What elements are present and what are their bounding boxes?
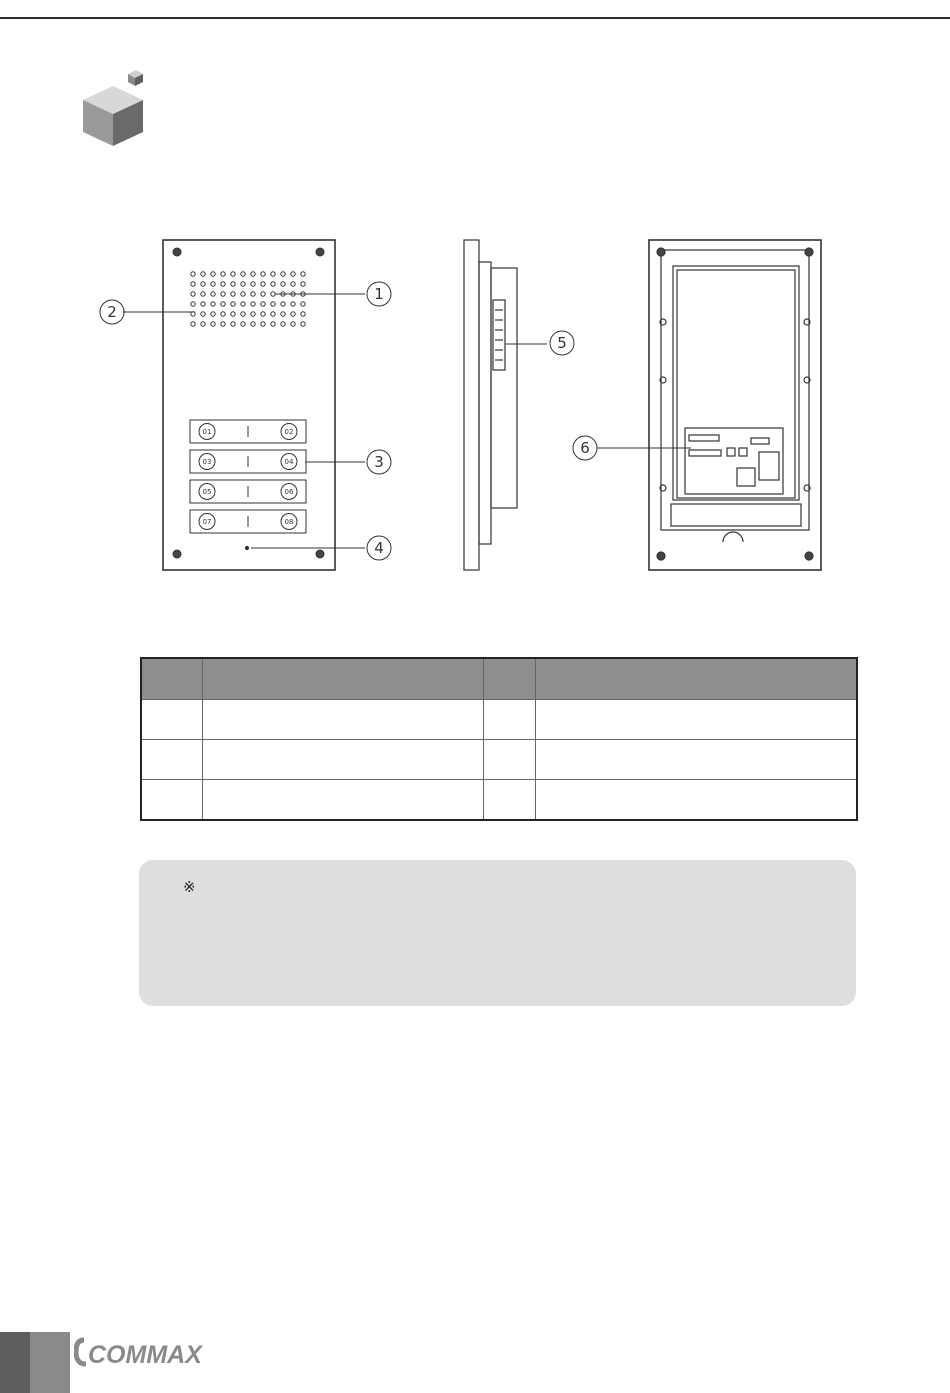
- grille-hole: [301, 322, 305, 326]
- table-header-cell: [484, 658, 536, 700]
- grille-hole: [281, 322, 285, 326]
- grille-hole: [231, 302, 235, 306]
- callout-3: 3: [374, 453, 384, 471]
- table-header-cell: [203, 658, 484, 700]
- footer-bar-accent: [30, 1332, 70, 1393]
- grille-hole: [221, 322, 225, 326]
- grille-hole: [201, 292, 205, 296]
- grille-hole: [231, 322, 235, 326]
- grille-hole: [271, 292, 275, 296]
- grille-hole: [271, 302, 275, 306]
- grille-hole: [281, 272, 285, 276]
- parts-table: [140, 657, 858, 821]
- grille-hole: [211, 272, 215, 276]
- grille-hole: [231, 282, 235, 286]
- table-row: [141, 780, 857, 821]
- grille-hole: [271, 272, 275, 276]
- grille-hole: [281, 312, 285, 316]
- grille-hole: [191, 292, 195, 296]
- grille-hole: [251, 282, 255, 286]
- note-symbol: ※: [183, 878, 196, 896]
- grille-hole: [211, 282, 215, 286]
- grille-hole: [221, 272, 225, 276]
- grille-hole: [191, 302, 195, 306]
- grille-hole: [291, 302, 295, 306]
- grille-hole: [251, 302, 255, 306]
- commax-logo: [74, 1332, 254, 1372]
- grille-hole: [261, 272, 265, 276]
- table-row: [141, 740, 857, 780]
- grille-hole: [251, 312, 255, 316]
- front-view: [163, 240, 335, 570]
- callout-2: 2: [107, 303, 117, 321]
- grille-hole: [211, 312, 215, 316]
- grille-hole: [301, 312, 305, 316]
- grille-hole: [261, 312, 265, 316]
- rear-view: [649, 240, 821, 570]
- grille-hole: [301, 282, 305, 286]
- call-button-label: 07: [202, 518, 212, 526]
- grille-hole: [251, 322, 255, 326]
- grille-hole: [271, 312, 275, 316]
- grille-hole: [221, 292, 225, 296]
- speaker-grille: [191, 272, 305, 326]
- call-button-label: 05: [202, 488, 212, 496]
- grille-hole: [291, 282, 295, 286]
- table-header-cell: [536, 658, 858, 700]
- call-button-label: 04: [284, 458, 294, 466]
- grille-hole: [211, 292, 215, 296]
- top-rule: [0, 17, 950, 19]
- grille-hole: [261, 282, 265, 286]
- grille-hole: [211, 322, 215, 326]
- grille-hole: [191, 282, 195, 286]
- call-button-label: 06: [284, 488, 294, 496]
- grille-hole: [241, 282, 245, 286]
- grille-hole: [221, 312, 225, 316]
- grille-hole: [201, 302, 205, 306]
- grille-hole: [251, 292, 255, 296]
- table-cell: [141, 740, 203, 780]
- table-header-row: [141, 658, 857, 700]
- table-cell: [484, 780, 536, 821]
- call-button-label: 01: [202, 428, 212, 436]
- grille-hole: [231, 272, 235, 276]
- callouts: [100, 282, 691, 560]
- callout-4: 4: [374, 539, 384, 557]
- grille-hole: [251, 272, 255, 276]
- table-cell: [141, 780, 203, 821]
- call-button-label: 08: [284, 518, 294, 526]
- grille-hole: [241, 312, 245, 316]
- side-view: [464, 240, 517, 570]
- grille-hole: [221, 282, 225, 286]
- grille-hole: [221, 302, 225, 306]
- grille-hole: [201, 312, 205, 316]
- grille-hole: [241, 322, 245, 326]
- grille-hole: [271, 322, 275, 326]
- table-cell: [536, 700, 858, 740]
- table-cell: [536, 780, 858, 821]
- callout-6: 6: [580, 439, 590, 457]
- table-cell: [484, 740, 536, 780]
- table-cell: [203, 740, 484, 780]
- grille-hole: [201, 322, 205, 326]
- grille-hole: [231, 292, 235, 296]
- grille-hole: [191, 322, 195, 326]
- microphone-hole: [245, 546, 248, 549]
- grille-hole: [301, 302, 305, 306]
- note-box: [139, 860, 856, 1006]
- grille-hole: [191, 272, 195, 276]
- grille-hole: [281, 282, 285, 286]
- grille-hole: [241, 292, 245, 296]
- table-row: [141, 700, 857, 740]
- grille-hole: [261, 292, 265, 296]
- grille-hole: [261, 322, 265, 326]
- grille-hole: [271, 282, 275, 286]
- call-button-label: 02: [284, 428, 294, 436]
- grille-hole: [301, 272, 305, 276]
- table-cell: [484, 700, 536, 740]
- callout-1: 1: [374, 285, 384, 303]
- cube-icon: [80, 66, 150, 148]
- grille-hole: [211, 302, 215, 306]
- table-cell: [141, 700, 203, 740]
- grille-hole: [291, 322, 295, 326]
- grille-hole: [281, 302, 285, 306]
- grille-hole: [241, 272, 245, 276]
- table-cell: [203, 780, 484, 821]
- grille-hole: [291, 272, 295, 276]
- call-button-label: 03: [202, 458, 212, 466]
- table-header-cell: [141, 658, 203, 700]
- product-drawings: [95, 230, 855, 580]
- callout-5: 5: [557, 334, 567, 352]
- grille-hole: [241, 302, 245, 306]
- grille-hole: [291, 312, 295, 316]
- svg-text:COMMAX: COMMAX: [88, 1341, 202, 1369]
- table-cell: [203, 700, 484, 740]
- grille-hole: [261, 302, 265, 306]
- table-cell: [536, 740, 858, 780]
- grille-hole: [231, 312, 235, 316]
- grille-hole: [201, 272, 205, 276]
- grille-hole: [201, 282, 205, 286]
